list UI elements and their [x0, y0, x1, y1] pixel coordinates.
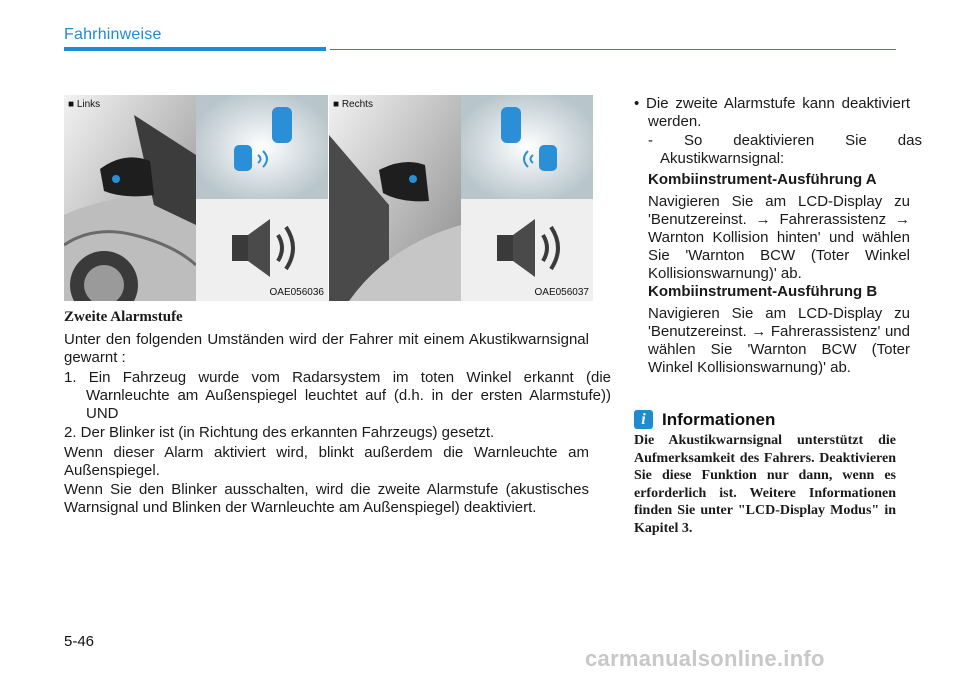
figure-right-code: OAE056037 [534, 287, 589, 298]
info-title: Informationen [662, 410, 776, 429]
type-b-text: Navigieren Sie am LCD-Display zu 'Benutzereinst. → Fahrerassistenz' und wählen Sie 'Warnton BCW (Toter Winkel Kollisionswarnung)' ab. [648, 305, 910, 376]
figure-left [64, 95, 328, 301]
info-text: Die Akustikwarnsignal unterstützt die Aufmerksamkeit des Fahrers. Deaktivieren Sie diese Funktion nur dann, wenn es erforderlich ist. Weitere Informationen finden Sie unter "LCD-Display Modus" in Kapitel 3. [634, 433, 896, 536]
figure-left-code: OAE056036 [269, 287, 324, 298]
figure-right-label: ■ Rechts [333, 99, 373, 110]
page-number: 5-46 [64, 633, 95, 650]
bullet-deactivate: • Die zweite Alarmstufe kann deaktiviert werden. [634, 95, 910, 130]
paragraph-deactivate: Wenn Sie den Blinker ausschalten, wird die zweite Alarmstufe (akustisches Warnsignal und Blinken der Warnleuchte am Außenspiegel) deaktiviert. [64, 481, 589, 516]
intro-paragraph: Unter den folgenden Umständen wird der Fahrer mit einem Akustikwarnsignal gewarnt : [64, 331, 589, 366]
info-icon: i [634, 410, 653, 429]
section-heading: Zweite Alarmstufe [64, 309, 183, 325]
header-rule-thick [64, 47, 326, 51]
watermark: carmanualsonline.info [585, 646, 825, 671]
type-b-heading: Kombiinstrument-Ausführung B [648, 283, 878, 300]
list-item-1: 1. Ein Fahrzeug wurde vom Radarsystem im toten Winkel erkannt (die Warnleuchte am Außenspiegel leuchtet auf (d.h. in der ersten Alarmstufe)) UND [64, 369, 611, 422]
figure-right-illustration [329, 95, 593, 301]
paragraph-alarm: Wenn dieser Alarm aktiviert wird, blinkt außerdem die Warnleuchte am Außenspiegel. [64, 444, 589, 479]
figure-right [329, 95, 593, 301]
section-title: Fahrhinweise [64, 26, 162, 43]
list-item-2: 2. Der Blinker ist (in Richtung des erkannten Fahrzeugs) gesetzt. [64, 424, 495, 441]
type-a-text: Navigieren Sie am LCD-Display zu 'Benutzereinst. → Fahrerassistenz → Warnton Kollision hinten' und wählen Sie 'Warnton BCW (Toter Winkel Kollisionswarnung)' ab. [648, 193, 910, 282]
figure-left-label: ■ Links [68, 99, 101, 110]
type-a-heading: Kombiinstrument-Ausführung A [648, 171, 877, 188]
header-rule-thin [330, 49, 896, 50]
figure-left-illustration [64, 95, 328, 301]
sub-item-deactivate: - So deaktivieren Sie das Akustikwarnsignal: [648, 132, 922, 167]
